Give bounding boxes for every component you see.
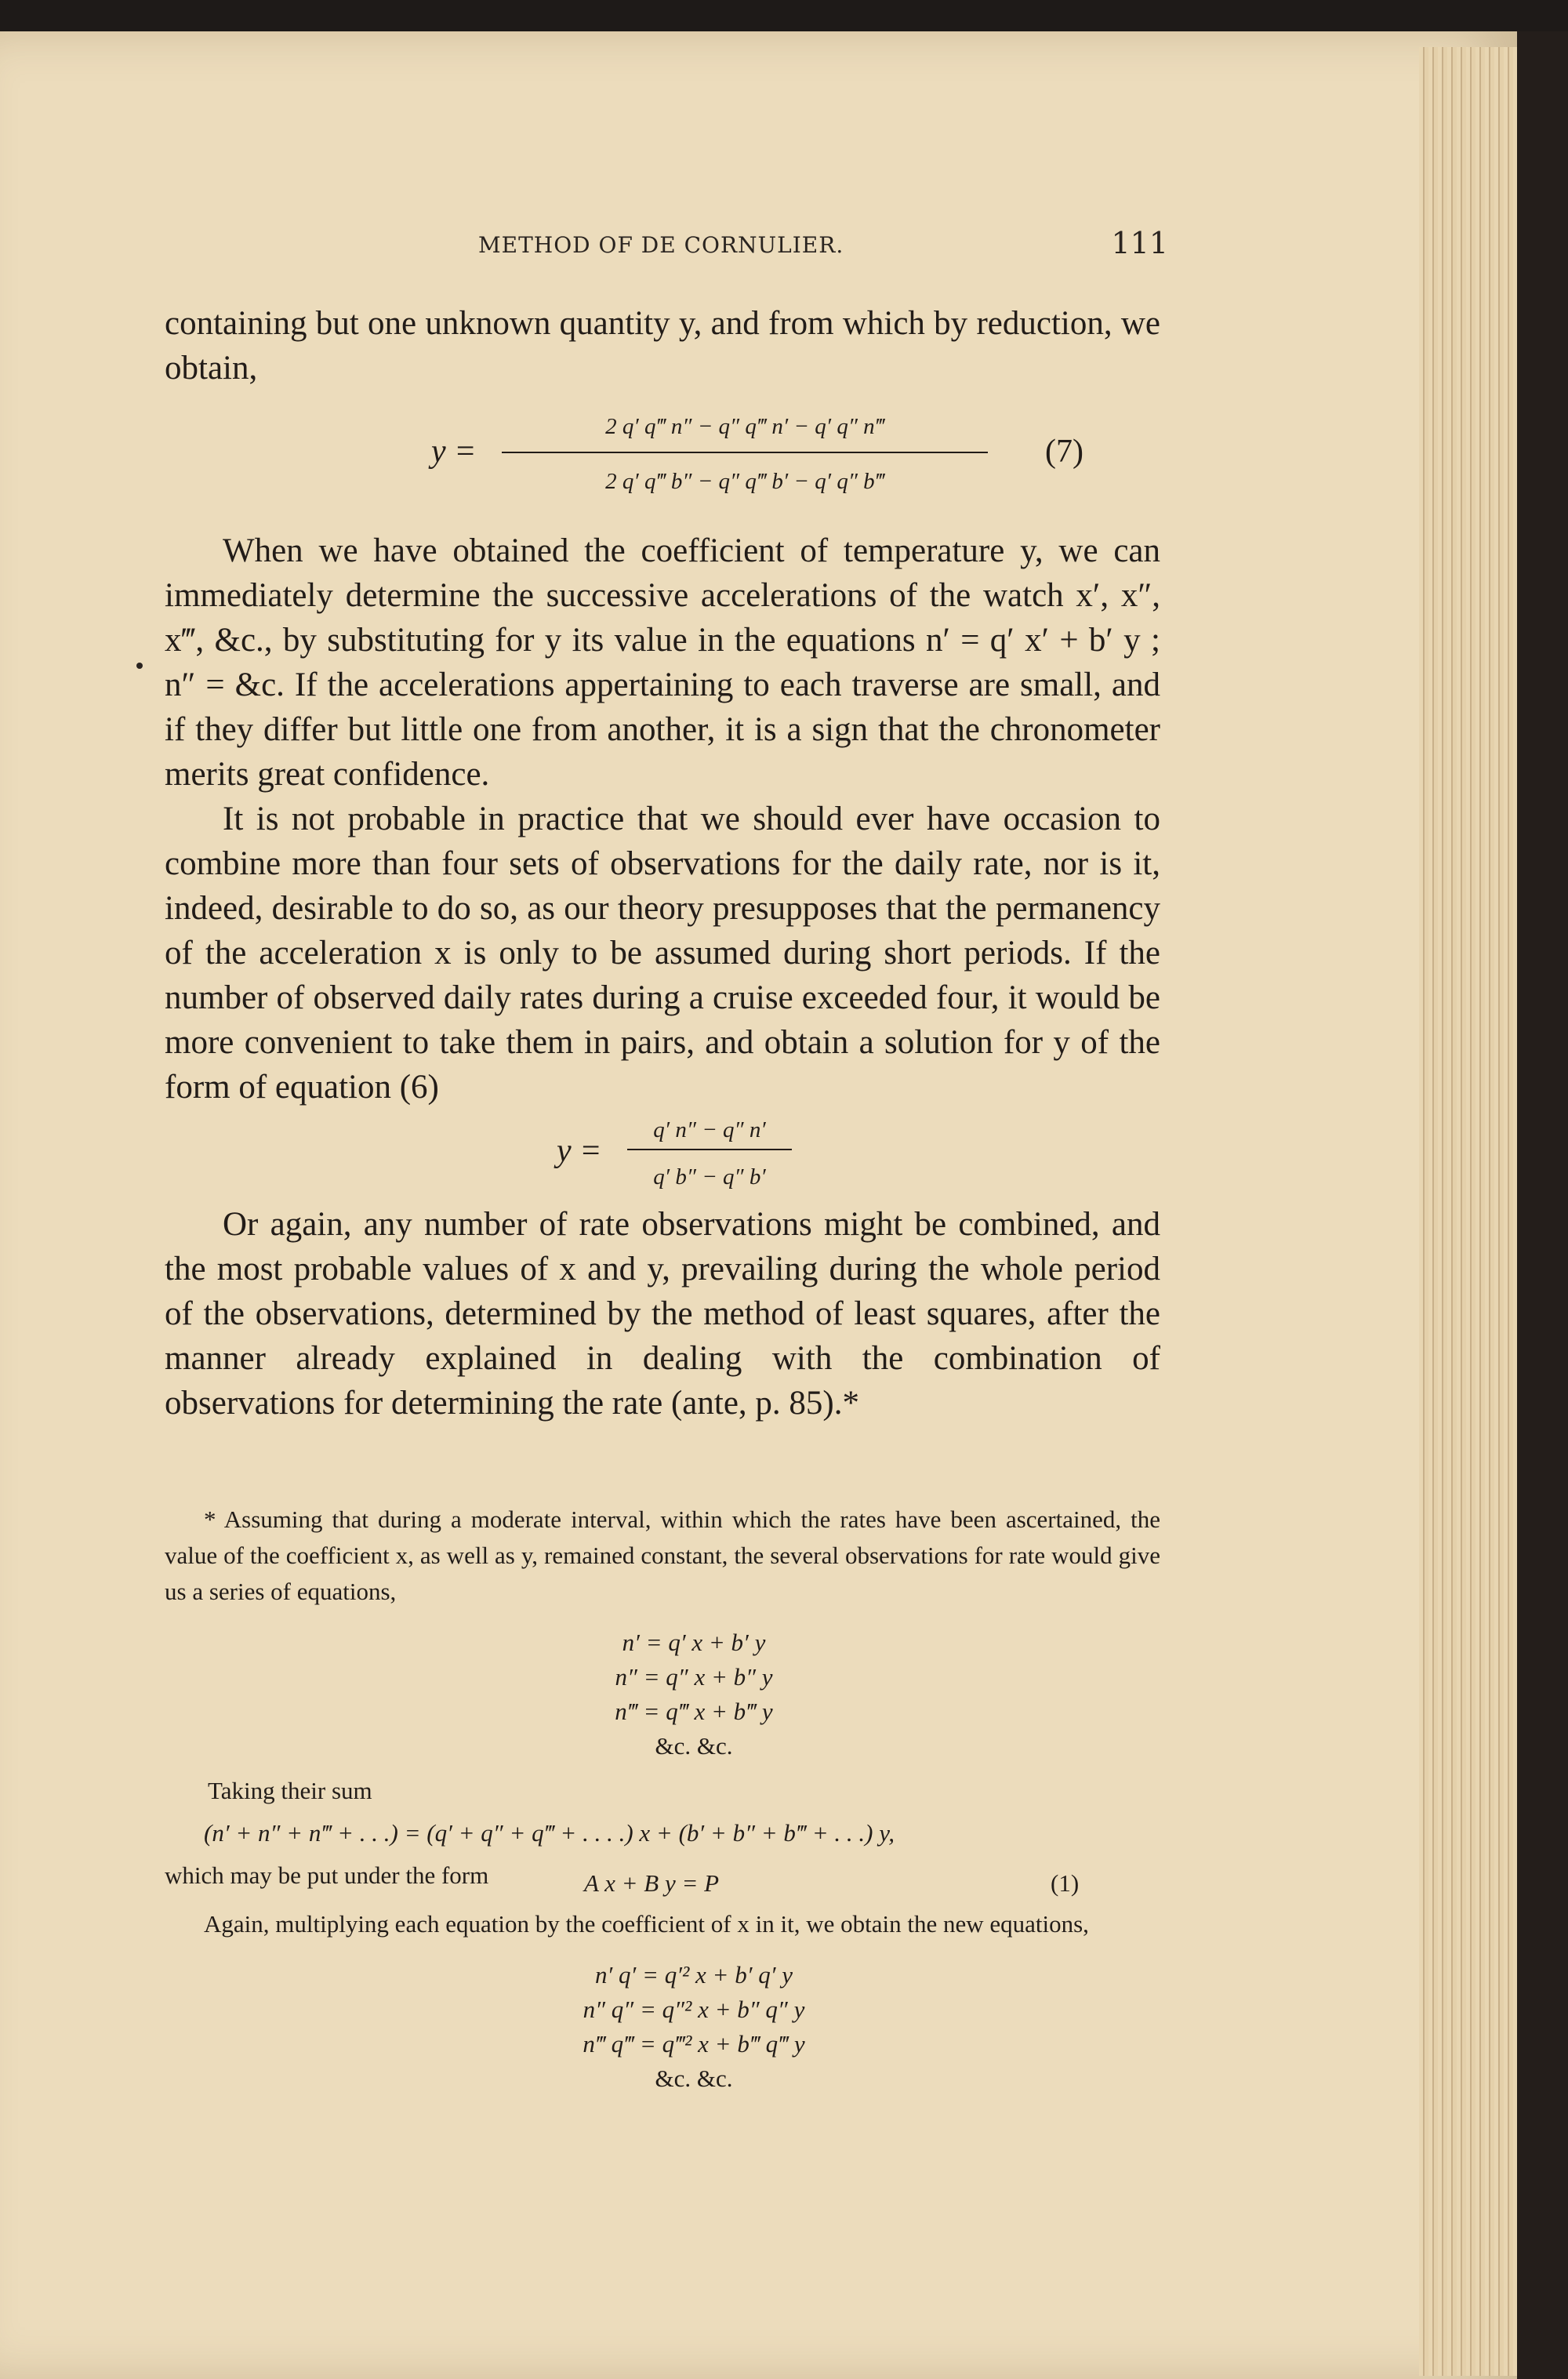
paragraph-3: It is not probable in practice that we should ever have occasion to combine more than four sets of observations for the daily rate, nor is it, indeed, desirable to do so, as our theory presupposes that the permanency of the acceleration x is only to be assumed during short periods. If the number of observed daily rates during a cruise exceeded four, it would be more convenient to take them in pairs, and obtain a solution for y of the form of equation (6) [165,801,1160,1106]
page-header [165,226,1168,268]
form-equation-line [165,1858,1160,1898]
equation-line: n‴ q‴ = q‴² x + b‴ q‴ y [583,2030,805,2058]
equation-set-1 [165,1625,1160,1763]
book-cover-edge [1517,31,1568,2379]
paragraph-4: Or again, any number of rate observations might be combined, and the most probable values of x and y, prevailing during the whole period of the observations, determined by the method of least squares, after the manner already explained in dealing with the combination of observations for determining the rate (ante, p. 85).* [165,1206,1160,1422]
sum-equation: (n′ + n″ + n‴ + . . .) = (q′ + q″ + q‴ + . . . .) x + (b′ + b″ + b‴ + . . .) y, [204,1819,895,1847]
footnote-taking: Taking their sum [208,1777,372,1804]
paragraph-2: When we have obtained the coefficient of temperature y, we can immediately determine the successive accelerations of the watch x′, x″, x‴, &c., by substituting for y its value in the equations n′ = q′ x′ + b′ y ; n″ = &c. If the accelerations appertaining to each traverse are small, and if they differ but little one from another, it is a sign that the chronometer merits great confidence. [165,532,1160,793]
equation-line: n‴ = q‴ x + b‴ y [615,1698,773,1725]
form-lead: which may be put under the form [165,1861,489,1889]
running-head: METHOD OF DE CORNULIER. [478,232,844,258]
footnote-paragraph-1: * Assuming that during a moderate interval, within which the rates have been ascertained, the value of the coefficient x, as well as y, remained constant, the several observations for rate would give us a series of equations, [165,1505,1160,1605]
equation-line: n′ = q′ x + b′ y [622,1629,766,1656]
equation-6-denominator: q′ b″ − q″ b′ [653,1164,766,1190]
page-edges [1419,47,1517,2376]
fraction-rule [627,1149,792,1150]
paragraph-1: containing but one unknown quantity y, and from which by reduction, we obtain, [165,305,1160,387]
equation-7-tag: (7) [1045,434,1083,470]
ink-dot [136,663,143,669]
main-text [165,301,1160,1426]
equation-line: n″ q″ = q″² x + b″ q″ y [583,1996,805,2023]
equation-line: n″ = q″ x + b″ y [615,1663,773,1691]
form-equation: A x + B y = P [584,1869,720,1897]
equation-line: &c. &c. [655,2065,733,2092]
equation-6 [165,1110,1160,1196]
equation-6-lhs: y = [557,1133,602,1169]
footnote [165,1502,1160,2105]
footnote-paragraph-2: Again, multiplying each equation by the coefficient of x in it, we obtain the new equations, [204,1910,1089,1938]
equation-set-2 [165,1958,1160,2096]
equation-7 [165,397,1160,514]
equation-6-numerator: q′ n″ − q″ n′ [653,1117,766,1142]
equation-line: n′ q′ = q′² x + b′ q′ y [594,1961,793,1989]
page-number: 111 [1111,226,1168,260]
equation-line: &c. &c. [655,1732,733,1760]
form-equation-number: (1) [1051,1869,1080,1897]
equation-7-lhs: y = [431,434,477,470]
fraction-rule [502,452,988,453]
equation-7-numerator: 2 q′ q‴ n″ − q″ q‴ n′ − q′ q″ n‴ [605,414,884,439]
equation-7-denominator: 2 q′ q‴ b″ − q″ q‴ b′ − q′ q″ b‴ [605,469,884,494]
